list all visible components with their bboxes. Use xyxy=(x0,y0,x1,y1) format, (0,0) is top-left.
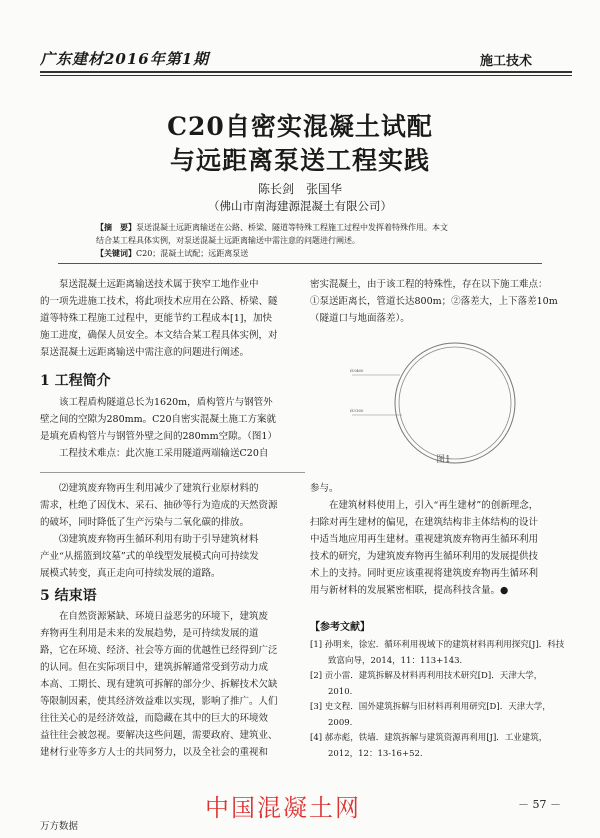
text-line: 本高、工期长、现有建筑可拆解的部分少、拆解技术欠缺 xyxy=(40,679,278,690)
text-line: 用与新材料的发展紧密相联，提高科技含量。● xyxy=(310,585,509,596)
text-line: 往往关心的是经济效益，而隐藏在其中的巨大的环境效 xyxy=(40,713,269,724)
text-line: 泵送混凝土远距离输送技术属于狭窄工地作业中 xyxy=(59,279,259,290)
figure-caption: 图1 xyxy=(436,455,451,465)
watermark: 中国混凝土网 xyxy=(205,794,361,822)
abstract-text-1: 泵送混凝土远距离输送在公路、桥梁、隧道等特殊工程施工过程中发挥着特殊作用。本文 xyxy=(136,223,448,232)
benefits-paragraphs xyxy=(40,480,295,582)
title-line-2: 与远距离泵送工程实践 xyxy=(169,146,430,175)
header-rule xyxy=(40,71,572,73)
text-line: （隧道口与地面落差）。 xyxy=(310,313,410,324)
footer-source: 万方数据 xyxy=(40,821,79,832)
text-line: 展模式转变，真正走向可持续发展的道路。 xyxy=(40,568,221,579)
intro-paragraph xyxy=(40,276,290,361)
reference-item: [2] 贡小雷．建筑拆解及材料再利用技术研究[D]．天津大学，2010. xyxy=(310,671,543,697)
figure-1-diagram xyxy=(330,335,560,470)
abstract-separator xyxy=(58,263,542,264)
abstract-label: 【摘 要】 xyxy=(96,222,136,232)
journal-header: 广东建材2016年第1期 xyxy=(40,50,210,68)
text-line: ①泵送距离长，管道长达800m；②落差大，上下落差10m xyxy=(310,296,558,307)
text-line: 产业“从摇篮到坟墓”式的单线型发展模式向可持续发 xyxy=(40,551,259,562)
text-line: 在建筑材料使用上，引入“再生建材”的创新理念， xyxy=(329,500,539,511)
text-line: ⑵建筑废弃物再生利用减少了建筑行业原材料的 xyxy=(59,483,259,494)
text-line: 的认同。但在实际项目中，建筑拆解通常受到劳动力成 xyxy=(40,662,269,673)
text-line: 等限制因素，使其经济效益难以实现，影响了推广。人们 xyxy=(40,696,278,707)
affiliation: （佛山市南海建源混凝土有限公司） xyxy=(208,199,392,213)
text-line: 施工进度，确保人员安全。本文结合某工程具体实例，对 xyxy=(40,330,278,341)
text-line: 的一项先进施工技术，将此项技术应用在公路、桥梁、隧 xyxy=(40,296,278,307)
page-number: － 57 － xyxy=(518,798,561,811)
section-1-heading: 1 工程简介 xyxy=(40,373,111,389)
text-line: 扫除对再生建材的偏见，在建筑结构非主体结构的设计 xyxy=(310,517,539,528)
text-line: 术上的支持。同时更应该重视将建筑废弃物再生循环利 xyxy=(310,568,539,579)
text-line: 的破坏，同时降低了生产污染与二氧化碳的排放。 xyxy=(40,517,250,528)
references-heading: 【参考文献】 xyxy=(310,622,370,633)
title-line-1: C20自密实混凝土试配 xyxy=(167,112,433,141)
references-list xyxy=(310,638,565,762)
column-label: 施工技术 xyxy=(480,54,533,69)
authors: 陈长剑 张国华 xyxy=(257,182,342,196)
inner-circle xyxy=(399,347,511,459)
text-line: 路，它在环境、经济、社会等方面的优越性已经得到广泛 xyxy=(40,645,278,656)
header-rule-thin xyxy=(40,75,572,76)
section-5-heading: 5 结束语 xyxy=(40,588,97,604)
figure-label-outer: Ø3460 xyxy=(350,368,364,373)
text-line: 弃物再生利用是未来的发展趋势，是可持续发展的道 xyxy=(40,628,259,639)
reference-item: [1] 孙明来，徐宏．循环利用视域下的建筑材料再利用探究[J]．科技致富向导，2014，11：113+143. xyxy=(310,640,565,666)
text-line: 密实混凝土，由于该工程的特殊性，存在以下施工难点： xyxy=(310,279,548,290)
text-line: 是填充盾构管片与钢管外壁之间的280mm空隙。（图1） xyxy=(40,431,277,442)
conclusion-continued xyxy=(310,480,565,599)
right-top-paragraph xyxy=(310,276,562,327)
keywords: C20；混凝土试配；远距离泵送 xyxy=(136,249,249,258)
keywords-label: 【关键词】 xyxy=(96,248,136,258)
text-line: 参与。 xyxy=(310,483,339,494)
reference-item: [3] 史文程．国外建筑拆解与旧材料再利用研究[D]．天津大学，2009. xyxy=(310,702,551,728)
text-line: 壁之间的空隙为280mm。C20自密实混凝土施工方案就 xyxy=(40,414,277,425)
column-break-rule xyxy=(40,472,305,473)
abstract-text-2: 结合某工程具体实例，对泵送混凝土远距离输送中需注意的问题进行阐述。 xyxy=(96,236,360,245)
text-line: 技术的研究，为建筑废弃物再生循环利用的发展提供技 xyxy=(310,551,539,562)
abstract-block xyxy=(96,221,496,260)
text-line: 泵送混凝土远距离输送中需注意的问题进行阐述。 xyxy=(40,347,250,358)
reference-item: [4] 郝赤彪，铁墙．建筑拆解与建筑资源再利用[J]．工业建筑，2012，12：13-16+52. xyxy=(310,733,548,759)
text-line: 中适当地应用再生建材。重视建筑废弃物再生循环利用 xyxy=(310,534,539,545)
text-line: 道等特殊工程施工过程中，更能节约工程成本[1]，加快 xyxy=(40,313,272,324)
text-line: 建材行业等多方人士的共同努力，以及全社会的重视和 xyxy=(40,747,269,758)
text-line: 工程技术难点：此次施工采用隧道两端输送C20自 xyxy=(59,448,269,459)
text-line: ⑶建筑废弃物再生循环利用有助于引导建筑材料 xyxy=(59,534,259,545)
section-1-body xyxy=(40,394,290,462)
text-line: 在自然资源紧缺、环境日益恶劣的环境下，建筑废 xyxy=(59,611,269,622)
text-line: 需求，杜绝了因伐木、采石、抽砂等行为造成的天然资源 xyxy=(40,500,278,511)
text-line: 该工程盾构隧道总长为1620m，盾构管片与钢管外 xyxy=(59,397,273,408)
conclusion-paragraph xyxy=(40,608,295,761)
figure-label-inner: Ø3160 xyxy=(350,408,364,413)
text-line: 益往往会被忽视。要解决这些问题，需要政府、建筑业、 xyxy=(40,730,278,741)
outer-circle xyxy=(395,343,515,463)
